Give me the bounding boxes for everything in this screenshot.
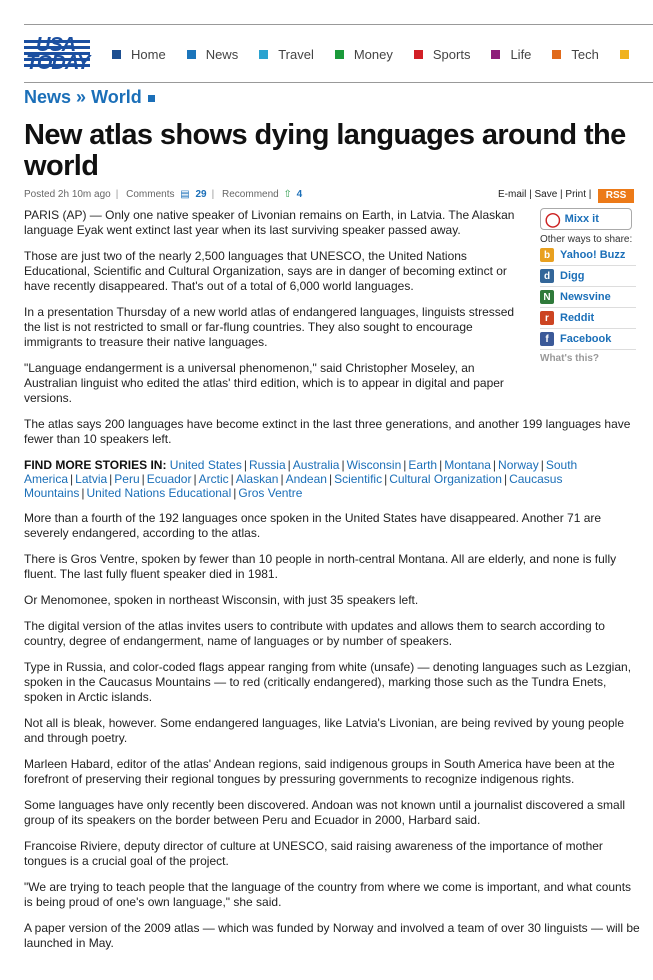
topic-link[interactable]: Latvia [75, 472, 108, 486]
topic-separator: | [230, 472, 234, 486]
posted-time: Posted 2h 10m ago [24, 189, 111, 200]
nav-square-icon [335, 50, 344, 59]
topic-separator: | [341, 458, 345, 472]
nav-square-icon [552, 50, 561, 59]
square-icon [148, 95, 155, 102]
article-body [24, 208, 640, 962]
share-label: Digg [560, 270, 585, 282]
article-paragraph: Francoise Riviere, deputy director of culture at UNESCO, said raising awareness of the importance of mother tongues is a crucial goal of the project. [24, 839, 603, 868]
nav-square-icon [491, 50, 500, 59]
mixx-icon: ◯ [545, 210, 561, 227]
reddit-icon: r [540, 311, 554, 325]
topic-separator: | [280, 472, 284, 486]
topic-separator: | [540, 458, 544, 472]
topic-separator: | [193, 472, 197, 486]
yahoo-buzz-icon: b [540, 248, 554, 262]
article-paragraph: More than a fourth of the 192 languages once spoken in the United States have disappeared. Another 71 are severely endangered, according to the atlas. [24, 511, 602, 540]
nav-square-icon [620, 50, 629, 59]
nav-item-label: Tech [571, 47, 599, 62]
topic-separator: | [141, 472, 145, 486]
topic-separator: | [233, 486, 237, 500]
share-label: Reddit [560, 312, 595, 324]
article-paragraph: "We are trying to teach people that the language of the country from where we come is important, and what counts is being proud of one's own language," she said. [24, 880, 632, 909]
breadcrumb-separator: » [76, 87, 87, 107]
nav-item-more[interactable] [620, 47, 639, 62]
top-rule [24, 24, 653, 25]
recommend-count: 4 [296, 189, 303, 200]
usatoday-logo[interactable] [24, 34, 90, 74]
topic-link[interactable]: Ecuador [146, 472, 192, 486]
recommend-icon[interactable]: ⇧ [283, 189, 292, 200]
topic-link[interactable]: United States [169, 458, 242, 472]
nav-item-life[interactable] [491, 47, 531, 62]
breadcrumb-section[interactable]: News [24, 87, 72, 107]
share-label: Yahoo! Buzz [560, 249, 626, 261]
article-paragraph: The digital version of the atlas invites users to contribute with updates and allows them to search according to country, degree of endangerment, name of languages or by number of speakers. [24, 619, 605, 648]
breadcrumb-subsection[interactable]: World [91, 87, 142, 107]
topic-link[interactable]: Peru [114, 472, 140, 486]
rss-button[interactable]: RSS [598, 189, 634, 203]
whats-this-link[interactable]: What's this? [540, 353, 600, 364]
article-tools[interactable]: E-mail | Save | Print | [498, 189, 592, 200]
digg-icon: d [540, 269, 554, 283]
topic-separator: | [243, 458, 247, 472]
nav-item-home[interactable] [112, 47, 166, 62]
article-paragraph: There is Gros Ventre, spoken by fewer than 10 people in north-central Montana. All are elderly, and none is fully fluent. The last fully fluent speaker died in 1981. [24, 552, 617, 581]
nav-item-label: Sports [432, 47, 471, 62]
facebook-icon: f [540, 332, 554, 346]
mixx-label: Mixx it [564, 213, 599, 225]
article-paragraph: In a presentation Thursday of a new world atlas of endangered languages, linguists stressed the list is not restricted to small or far-flung countries. They also sought to encourage immigrants to treasure their native languages. [24, 305, 515, 349]
comments-link[interactable]: Comments [126, 189, 175, 200]
topic-separator: | [109, 472, 113, 486]
nav-item-sports[interactable] [414, 47, 471, 62]
nav-item-label: News [205, 47, 239, 62]
article-paragraph: A paper version of the 2009 atlas — which was funded by Norway and involved a team of over 30 linguists — will be launched in May. [24, 921, 640, 950]
nav-item-money[interactable] [335, 47, 393, 62]
topic-link[interactable]: Earth [408, 458, 438, 472]
main-nav [112, 47, 653, 62]
nav-item-news[interactable] [187, 47, 239, 62]
nav-item-label: Money [353, 47, 393, 62]
topic-separator: | [439, 458, 443, 472]
article-body-wide-1 [24, 417, 640, 447]
topic-link[interactable]: Andean [285, 472, 327, 486]
share-label: Newsvine [560, 291, 611, 303]
article-body-wide-2 [24, 511, 640, 951]
nav-item-label: Travel [278, 47, 314, 62]
topic-link[interactable]: Caucasus Mountains [24, 472, 563, 500]
article-title: New atlas shows dying languages around the world [24, 119, 626, 182]
article-paragraph: Some languages have only recently been discovered. Andoan was not known until a journalist discovered a small group of its speakers on the border between Peru and Ecuador in 2000, Harbard said. [24, 798, 626, 827]
topic-separator: | [81, 486, 85, 500]
topic-link[interactable]: Gros Ventre [238, 486, 303, 500]
topic-link[interactable]: Arctic [198, 472, 229, 486]
topic-separator: | [384, 472, 388, 486]
topic-link[interactable]: South America [24, 458, 578, 486]
nav-item-label: Life [510, 47, 532, 62]
article-paragraph: Not all is bleak, however. Some endangered languages, like Latvia's Livonian, are being revived by young people and through poetry. [24, 716, 625, 745]
article-paragraph: Type in Russia, and color-coded flags appear ranging from white (unsafe) — denoting languages such as Lezgian, spoken in the Caucasus Mountains — to red (critically endangered), marking those such as the Tundra Enets, spoken in Arctic islands. [24, 660, 632, 704]
nav-rule [24, 82, 653, 83]
topic-separator: | [492, 458, 497, 472]
article-paragraph: The atlas says 200 languages have become extinct in the last three generations, and another 199 languages have fewer than 10 speakers left. [24, 417, 631, 446]
nav-square-icon [187, 50, 196, 59]
topic-separator: | [403, 458, 407, 472]
article-paragraph: Or Menomonee, spoken in northeast Wisconsin, with just 35 speakers left. [24, 593, 419, 607]
topic-link[interactable]: United Nations Educational [86, 486, 232, 500]
newsvine-icon: N [540, 290, 554, 304]
topic-separator: | [287, 458, 291, 472]
article-paragraph: Marleen Habard, editor of the atlas' Andean regions, said indigenous groups in South America have been at the forefront of preserving their regional tongues by pressuring governments to recognize indigenous rights. [24, 757, 615, 786]
article-body-narrow [24, 208, 526, 406]
nav-item-travel[interactable] [259, 47, 314, 62]
topic-link[interactable]: Norway [498, 458, 539, 472]
topic-separator: | [328, 472, 333, 486]
topic-separator: | [503, 472, 508, 486]
topic-link[interactable]: Alaskan [235, 472, 279, 486]
nav-square-icon [259, 50, 268, 59]
article-paragraph: Those are just two of the nearly 2,500 languages that UNESCO, the United Nations Educational, Scientific and Cultural Organization, says are in danger of becoming extinct or have recently disappeared. That's out of a total of 6,000 world languages. [24, 249, 507, 293]
logo-text-bottom: TODAY [26, 52, 90, 74]
topic-separator: | [70, 472, 74, 486]
article-paragraph: "Language endangerment is a universal phenomenon," said Christopher Moseley, an Australian linguist who edited the atlas' third edition, which is to appear in digital and paper versions. [24, 361, 504, 405]
topic-link[interactable]: Scientific [334, 472, 383, 486]
article-meta: Posted 2h 10m ago | Comments ▤ 29 | Recommend ⇧ 4 [24, 189, 303, 200]
find-more-label: FIND MORE STORIES IN: [24, 458, 167, 472]
topic-link[interactable]: Montana [444, 458, 491, 472]
logo-text-top: USA [36, 34, 76, 56]
nav-item-tech[interactable] [552, 47, 598, 62]
comments-count[interactable]: 29 [195, 189, 207, 200]
breadcrumb [24, 87, 155, 108]
other-ways-label: Other ways to share: [540, 234, 633, 245]
topic-link[interactable]: Cultural Organization [389, 472, 502, 486]
find-more-stories [24, 458, 640, 500]
topic-link[interactable]: Australia [292, 458, 340, 472]
comment-icon: ▤ [180, 189, 190, 200]
topic-link[interactable]: Russia [248, 458, 286, 472]
topic-link[interactable]: Wisconsin [346, 458, 402, 472]
share-label: Facebook [560, 333, 612, 345]
recommend-link[interactable]: Recommend [222, 189, 279, 200]
nav-square-icon [414, 50, 423, 59]
nav-square-icon [112, 50, 121, 59]
nav-item-label: Home [131, 47, 166, 62]
article-paragraph: PARIS (AP) — Only one native speaker of Livonian remains on Earth, in Latvia. The Alaskan language Eyak went extinct last year when its last surviving speaker passed away. [24, 208, 515, 237]
